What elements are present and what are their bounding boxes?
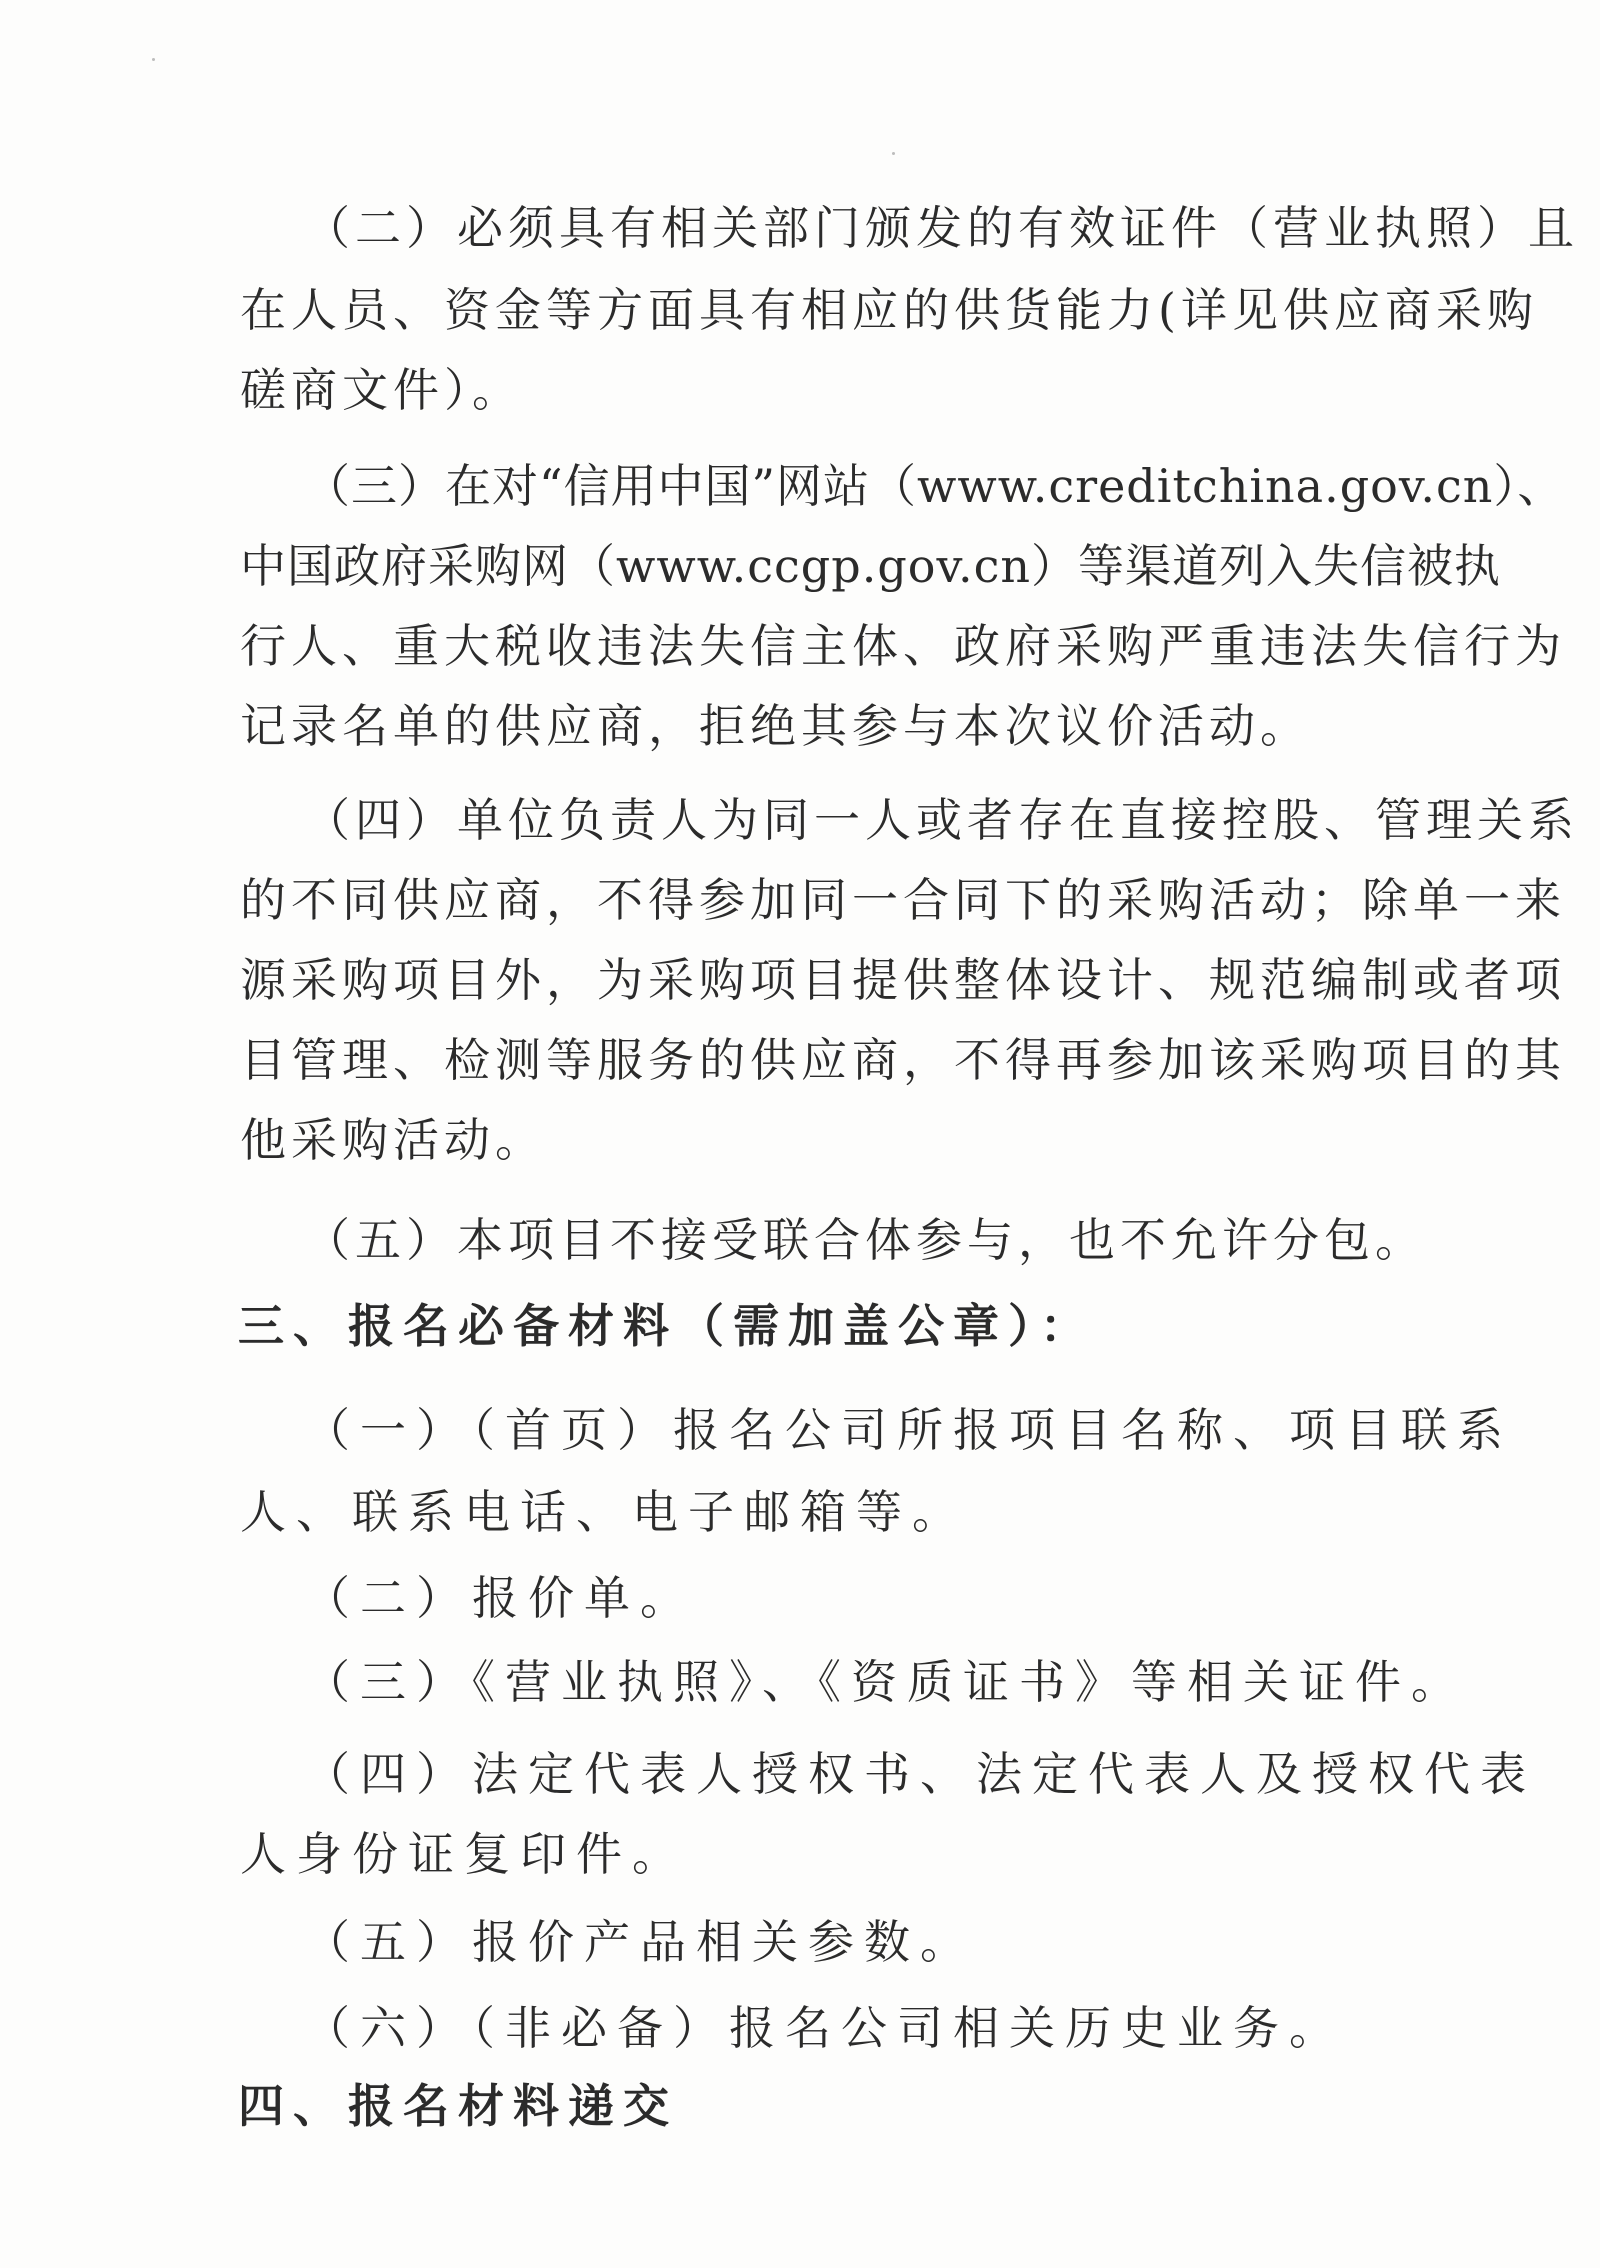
paragraph-3-line-1: （三）在对“信用中国”网站（www.creditchina.gov.cn）、 [304, 459, 1565, 513]
section-3-item-3: （三）《营业执照》、《资质证书》等相关证件。 [304, 1655, 1467, 1709]
paragraph-2-line-2: 在人员、资金等方面具有相应的供货能力(详见供应商采购 [240, 283, 1538, 337]
section-3-item-4-line-2: 人身份证复印件。 [240, 1827, 688, 1881]
section-3-item-1-line-1: （一）（首页）报名公司所报项目名称、项目联系 [304, 1403, 1513, 1457]
paragraph-3-line-4: 记录名单的供应商，拒绝其参与本次议价活动。 [240, 699, 1311, 753]
scan-speck [892, 152, 895, 155]
paragraph-4-line-2: 的不同供应商，不得参加同一合同下的采购活动；除单一来 [240, 873, 1566, 927]
section-3-item-4-line-1: （四）法定代表人授权书、法定代表人及授权代表 [304, 1747, 1536, 1801]
paragraph-3-line-3: 行人、重大税收违法失信主体、政府采购严重违法失信行为 [240, 619, 1566, 673]
paragraph-4-line-3: 源采购项目外，为采购项目提供整体设计、规范编制或者项 [240, 953, 1566, 1007]
section-3-heading: 三、报名必备材料（需加盖公章）： [238, 1299, 1095, 1353]
section-3-item-6: （六）（非必备）报名公司相关历史业务。 [304, 2001, 1345, 2055]
section-3-item-1-line-2: 人、联系电话、电子邮箱等。 [240, 1485, 968, 1539]
paragraph-4-line-5: 他采购活动。 [240, 1113, 546, 1167]
section-4-heading: 四、报名材料递交 [238, 2079, 678, 2133]
scan-speck [152, 58, 155, 61]
paragraph-3-line-2: 中国政府采购网（www.ccgp.gov.cn）等渠道列入失信被执 [240, 539, 1502, 593]
paragraph-2-line-1: （二）必须具有相关部门颁发的有效证件（营业执照）且 [304, 201, 1579, 255]
paragraph-4-line-4: 目管理、检测等服务的供应商，不得再参加该采购项目的其 [240, 1033, 1566, 1087]
section-3-item-5: （五）报价产品相关参数。 [304, 1915, 976, 1969]
section-3-item-2: （二）报价单。 [304, 1571, 696, 1625]
paragraph-4-line-1: （四）单位负责人为同一人或者存在直接控股、管理关系 [304, 793, 1579, 847]
paragraph-2-line-3: 磋商文件）。 [240, 363, 523, 417]
paragraph-5: （五）本项目不接受联合体参与，也不允许分包。 [304, 1213, 1426, 1267]
